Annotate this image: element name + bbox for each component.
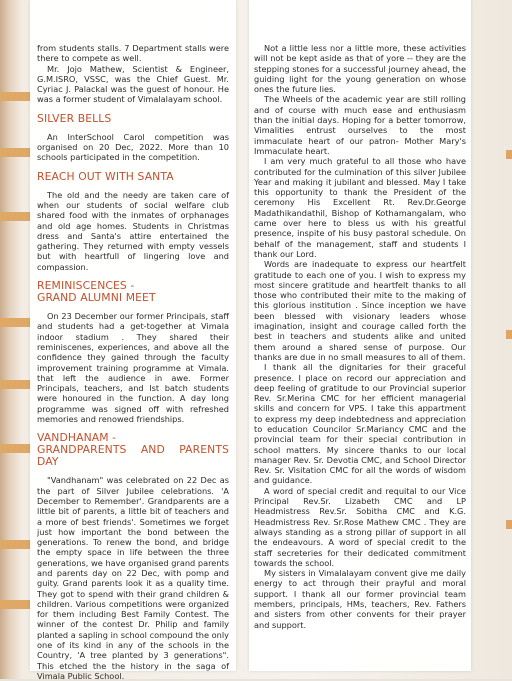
section-heading-line: GRANDPARENTS AND PARENTS DAY: [37, 443, 229, 469]
section-heading-line: REACH OUT WITH SANTA: [37, 169, 174, 183]
body-paragraph: A word of special credit and requital to our Vice Principal Rev.Sr. Lizabeth CMC and LP Headmistress Rev.Sr. Sobitha CMC and K.G. Headmistress Rev. Sr.Rose Mathew CMC . They are always standing as a strong pillar of support in all the endeavours. A word of special credit to the staff secreteries for their dedicated commitment towards the school.: [254, 485, 466, 568]
body-paragraph: Words are inadequate to express our heartfelt gratitude to each one of you. I wish to express my most sincere gratitude and heartfelt thanks to all those who contributed their mite to the making of this glorious institution . Since inception we have been blessed with visionary leaders whose imagination, insight and courage called forth the best in teachers and students alike and united them around a shared sense of purpose. Our thanks are due in no small measures to all of them.: [254, 259, 466, 362]
section-paragraph: The old and the needy are taken care of when our students of social welfare club shared food with the inmates of orphanages and old age homes. Students in Christmas dress and Santa's attire entertained the gathering. They returned with empty vessels but with heartfull of lingering love and compassion.: [37, 189, 229, 272]
decorative-stripe: [0, 92, 30, 101]
decorative-stripe: [0, 318, 30, 327]
decorative-stripe: [0, 380, 30, 389]
decorative-stripe: [0, 600, 30, 609]
body-paragraph: My sisters in Vimalalayam convent give me daily energy to act through their prayful and moral support. I thank all our former provincial team members, principals, HMs, teachers, Rev. Fathers and sisters from other convents for their prayer and support.: [254, 568, 466, 630]
section-heading: [37, 171, 229, 183]
section-heading: [37, 432, 229, 468]
decorative-stripe: [506, 330, 512, 339]
decorative-stripe: [0, 444, 30, 453]
decorative-stripe: [0, 540, 30, 549]
intro-paragraph: Mr. Jojo Mathew, Scientist & Engineer, G.M.ISRO, VSSC, was the Chief Guest. Mr. Cyriac J. Palackal was the guest of honour. He was a former student of Vimalalayam school.: [37, 63, 229, 105]
right-column: [254, 43, 466, 630]
body-paragraph: I am very much grateful to all those who have contributed for the culmination of this silver Jubilee Year and making it jubilant and blessed. May I take this opportunity to thank the President of the ceremony His Excellent Rt. Rev.Dr.George Madathikandathil, Bishop of Kothamangalam, who came over here to bless us with his greatful presence, inspite of his busy pastoral schedule. On behalf of the management, staff and students I thank our Lord.: [254, 156, 466, 259]
decorative-stripe: [0, 148, 30, 157]
section-paragraph: An InterSchool Carol competition was organised on 20 Dec, 2022. More than 10 schools participated in the competition.: [37, 131, 229, 163]
intro-paragraph: from students stalls. 7 Department stalls were there to compete as well.: [37, 43, 229, 64]
section-heading-line: GRAND ALUMNI MEET: [37, 291, 156, 305]
section-paragraph: "Vandhanam" was celebrated on 22 Dec as the part of Silver Jubilee celebrations. 'A December to Remember'. Grandparents are a little bit of parents, a little bit of teachers and a more of best friends'. Sometimes we forget just how important the bond between the generations. To renew the bond, and bridge the empty space in life between the three generations, we have organised grand parents and parents day on 22 Dec, with pomp and guity. Grand parents look it as a quality time. They got to spend with their grand children & children. Various competitions were organized for them including Best Family Contest. The winner of the contest Dr. Philip and family planted a sapling in school compound the only one of its kind in any of the schools in the Country, 'A tree planted by 3 generations". This etched the the history in the saga of Vimala Public School.: [37, 475, 229, 681]
section-heading-line: VANDHANAM -: [37, 431, 117, 445]
section-heading-line: REMINISCENCES -: [37, 279, 135, 293]
decorative-stripe: [506, 150, 512, 159]
body-paragraph: Not a little less nor a little more, these activities will not be kept aside as that of yore -- they are the stepping stones for a successful journey ahead, the guiding light for the young generation on whose ones the future lies.: [254, 43, 466, 95]
body-paragraph: The Wheels of the academic year are still rolling and of course with much ease and enthusiasm than the initial days. Hoping for a better tomorrow, Vimalities entrust ourselves to the most immaculate heart of our patron- Mother Mary's Immaculate heart.: [254, 94, 466, 156]
section-heading-line: SILVER BELLS: [37, 111, 112, 125]
section-heading: [37, 280, 229, 304]
section-heading: [37, 113, 229, 125]
left-column: [37, 43, 229, 681]
decorative-stripe: [506, 520, 512, 529]
body-paragraph: I thank all the dignitaries for their graceful presence. I place on record our appreciation and deep feeling of gratitude to our Provincial superior Rev. Sr.Merina CMC for her efficient managerial skills and concern for VPS. I take this appartment to express my deep indebtedness and appreciation to education Councilor Sr.Mariancy CMC and the provincial team for their special contribution in school matters. My sincere thanks to our local manager Rev. Sr. Devotia CMC, and School Director Rev. Sr. Visitation CMC for all the words of wisdom and guidance.: [254, 362, 466, 486]
section-paragraph: On 23 December our former Principals, staff and students had a get-together at Vimala indoor stadium . They shared their reminiscenes, experiences, and above all the confidence they gained through the faculty improvement training programme at Vimala. that left the audience in awe. Former Principals, teachers, and Ist batch students were honoured in the function. A day long programme was signed off with refreshed memories and renowed friendships.: [37, 311, 229, 425]
decorative-stripe: [0, 212, 30, 221]
